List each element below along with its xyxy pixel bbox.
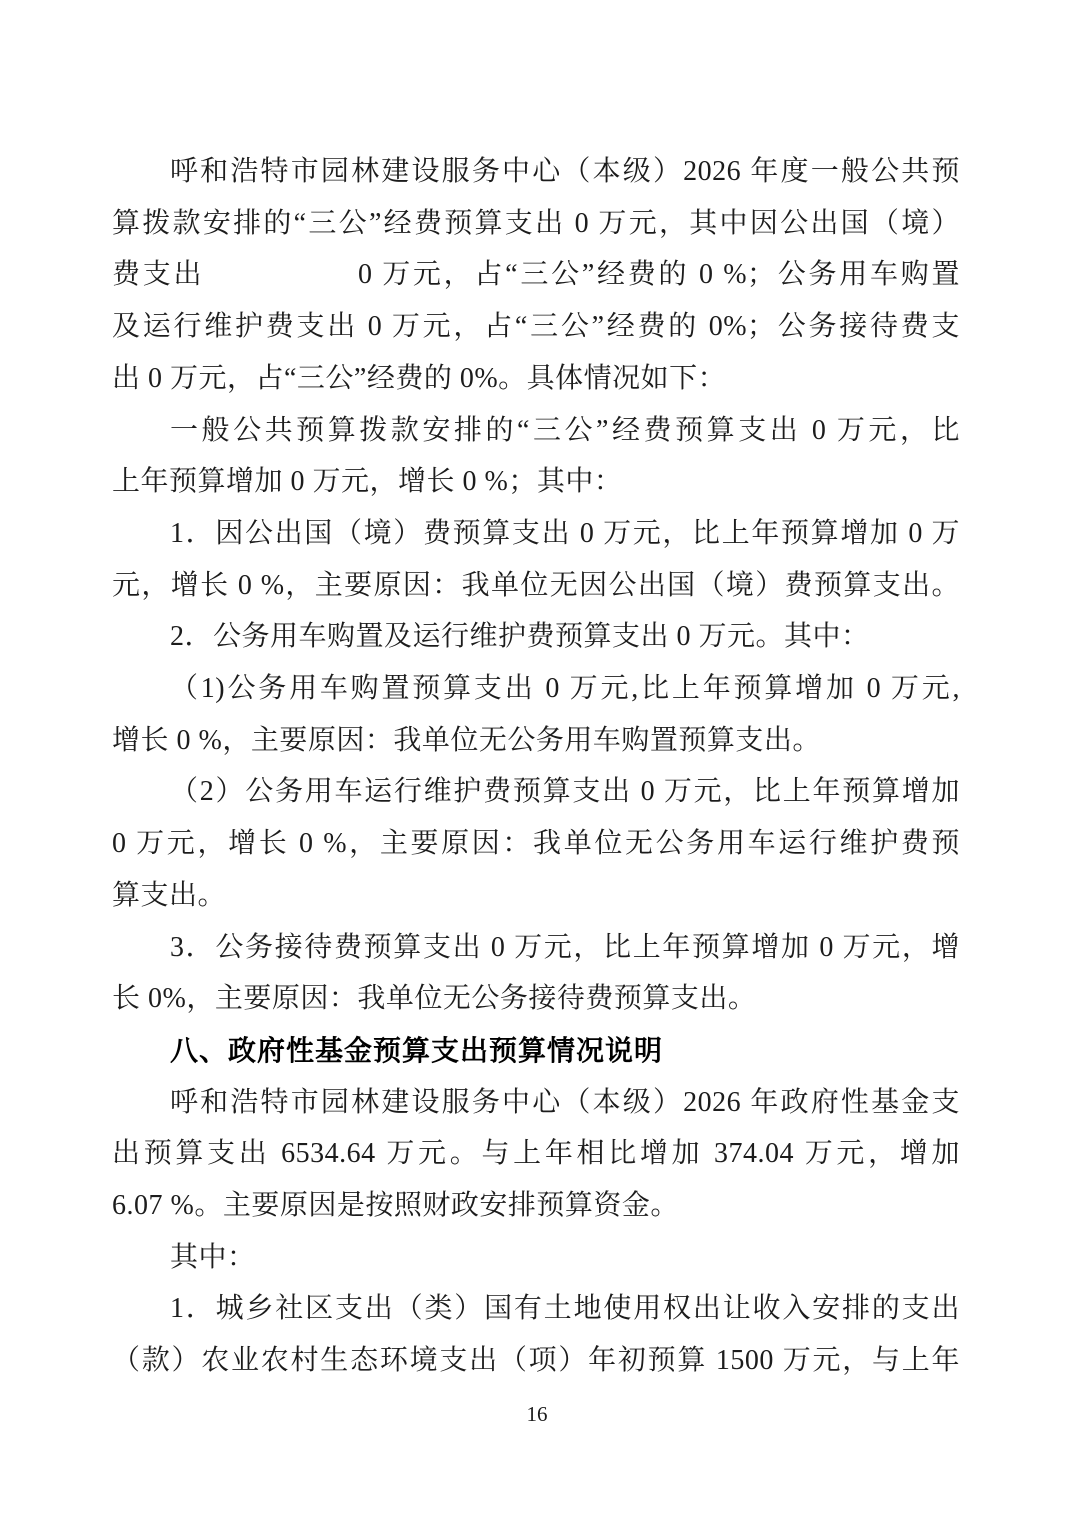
text-line: 算支出。 xyxy=(112,879,227,911)
paragraph-item-2-vehicle xyxy=(112,611,960,663)
text-line: 1．城乡社区支出（类）国有土地使用权出让收入安排的支出 xyxy=(170,1293,960,1325)
text-line: （2）公务用车运行维护费预算支出 0 万元，比上年预算增加 xyxy=(170,776,960,808)
text-line: 呼和浩特市园林建设服务中心（本级）2026 年政府性基金支 xyxy=(170,1086,960,1118)
text-line: 1．因公出国（境）费预算支出 0 万元，比上年预算增加 0 万 xyxy=(170,517,960,549)
text-line: （1)公务用车购置预算支出 0 万元,比上年预算增加 0 万元, xyxy=(170,673,960,705)
text-line: 及运行维护费支出 0 万元，占“三公”经费的 0%；公务接待费支 xyxy=(112,311,960,343)
text-line: 费支出 0 万元，占“三公”经费的 0 %；公务用车购置 xyxy=(112,259,960,291)
text-line: 呼和浩特市园林建设服务中心（本级）2026 年度一般公共预 xyxy=(170,156,960,187)
paragraph-urban-rural-community xyxy=(112,1283,960,1386)
paragraph-three-public-summary xyxy=(112,146,960,405)
section-heading-text: 八、政府性基金预算支出预算情况说明 xyxy=(170,1034,664,1066)
text-line: 6.07 %。主要原因是按照财政安排预算资金。 xyxy=(112,1190,679,1222)
paragraph-item-3-reception xyxy=(112,922,960,1025)
text-line: 算拨款安排的“三公”经费预算支出 0 万元，其中因公出国（境） xyxy=(112,207,960,239)
text-line: 0 万元，增长 0 %，主要原因：我单位无公务用车运行维护费预 xyxy=(112,828,960,860)
section-heading-government-fund xyxy=(112,1025,960,1077)
document-body xyxy=(112,146,960,1387)
text-line: （款）农业农村生态环境支出（项）年初预算 1500 万元，与上年 xyxy=(112,1345,960,1377)
text-line: 出 0 万元，占“三公”经费的 0%。具体情况如下： xyxy=(112,362,727,394)
text-line: 元，增长 0 %，主要原因：我单位无因公出国（境）费预算支出。 xyxy=(112,569,960,601)
text-line: 其中： xyxy=(170,1241,256,1273)
page-number: 16 xyxy=(526,1402,548,1426)
text-line: 2．公务用车购置及运行维护费预算支出 0 万元。其中： xyxy=(170,621,870,653)
text-line: 长 0%，主要原因：我单位无公务接待费预算支出。 xyxy=(112,983,757,1015)
text-line: 一般公共预算拨款安排的“三公”经费预算支出 0 万元，比 xyxy=(170,414,960,446)
text-line: 增长 0 %，主要原因：我单位无公务用车购置预算支出。 xyxy=(112,724,821,756)
text-line: 出预算支出 6534.64 万元。与上年相比增加 374.04 万元，增加 xyxy=(112,1138,960,1170)
paragraph-government-fund-summary xyxy=(112,1077,960,1232)
paragraph-item-2-1-purchase xyxy=(112,663,960,766)
page-footer xyxy=(0,1402,1074,1427)
paragraph-among-which xyxy=(112,1232,960,1284)
text-line: 上年预算增加 0 万元，增长 0 %；其中： xyxy=(112,466,623,498)
paragraph-general-budget xyxy=(112,405,960,508)
paragraph-item-2-2-maintenance xyxy=(112,766,960,921)
text-line: 3．公务接待费预算支出 0 万元，比上年预算增加 0 万元，增 xyxy=(170,931,960,963)
paragraph-item-1-abroad xyxy=(112,508,960,611)
